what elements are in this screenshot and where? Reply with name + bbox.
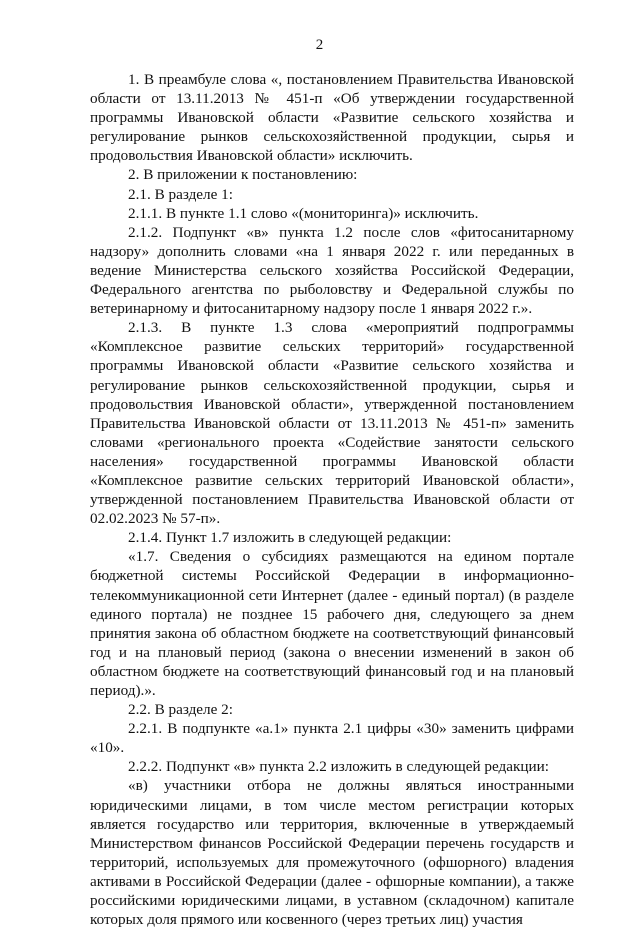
paragraph: «в) участники отбора не должны являться иностранными юридическими лицами, в том числе местом регистрации которых является государство или территория, включенные в утверждаемый Министерством финансов Российской Федерации перечень государств и территорий, используемых для промежуточного (офшорного) владения активами в Российской Федерации (далее - офшорные компании), а также российскими юридическими лицами, в уставном (складочном) капитале которых доля прямого или косвенного (через третьих лиц) участия — [90, 777, 574, 929]
page-number: 2 — [315, 37, 324, 53]
paragraph: 2.2.2. Подпункт «в» пункта 2.2 изложить в следующей редакции: — [128, 758, 549, 776]
paragraph: 2. В приложении к постановлению: — [128, 166, 358, 184]
document-body — [90, 70, 574, 929]
paragraph: «1.7. Сведения о субсидиях размещаются на едином портале бюджетной системы Российской Федерации в информационно-телекоммуникационной сети Интернет (далее - единый портал) (в разделе единого портала) не позднее 15 рабочего дня, следующего за днем принятия закона об областном бюджете на соответствующий финансовый год и на плановый период (закона о внесении изменений в закон об областном бюджете на соответствующий финансовый год и на плановый период).». — [90, 548, 574, 699]
paragraph: 2.2. В разделе 2: — [128, 701, 233, 719]
paragraph: 2.2.1. В подпункте «а.1» пункта 2.1 цифры «30» заменить цифрами «10». — [90, 720, 574, 757]
paragraph: 2.1.4. Пункт 1.7 изложить в следующей редакции: — [128, 529, 452, 547]
paragraph: 2.1.1. В пункте 1.1 слово «(мониторинга)» исключить. — [128, 204, 479, 222]
paragraph: 2.1.3. В пункте 1.3 слова «мероприятий подпрограммы «Комплексное развитие сельских территорий» государственной программы Ивановской области «Развитие сельского хозяйства и регулирование рынков сельскохозяйственной продукции, сырья и продовольствия Ивановской области», утвержденной постановлением Правительства Ивановской области от 13.11.2013 № 451-п» заменить словами «регионального проекта «Содействие занятости сельского населения» государственной программы Ивановской области «Комплексное развитие сельских территорий Ивановской области», утвержденной постановлением Правительства Ивановской области от 02.02.2023 № 57-п». — [90, 319, 574, 528]
paragraph: 1. В преамбуле слова «, постановлением Правительства Ивановской области от 13.11.2013 № 451-п «Об утверждении государственной программы Ивановской области «Развитие сельского хозяйства и регулирование рынков сельскохозяйственной продукции, сырья и продовольствия Ивановской области» исключить. — [90, 71, 574, 165]
paragraph: 2.1.2. Подпункт «в» пункта 1.2 после слов «фитосанитарному надзору» дополнить словами «на 1 января 2022 г. или переданных в ведение Министерства сельского хозяйства Российской Федерации, Федерального агентства по рыболовству и Федеральной службы по ветеринарному и фитосанитарному надзору после 1 января 2022 г.». — [90, 223, 574, 318]
paragraph: 2.1. В разделе 1: — [128, 185, 233, 203]
